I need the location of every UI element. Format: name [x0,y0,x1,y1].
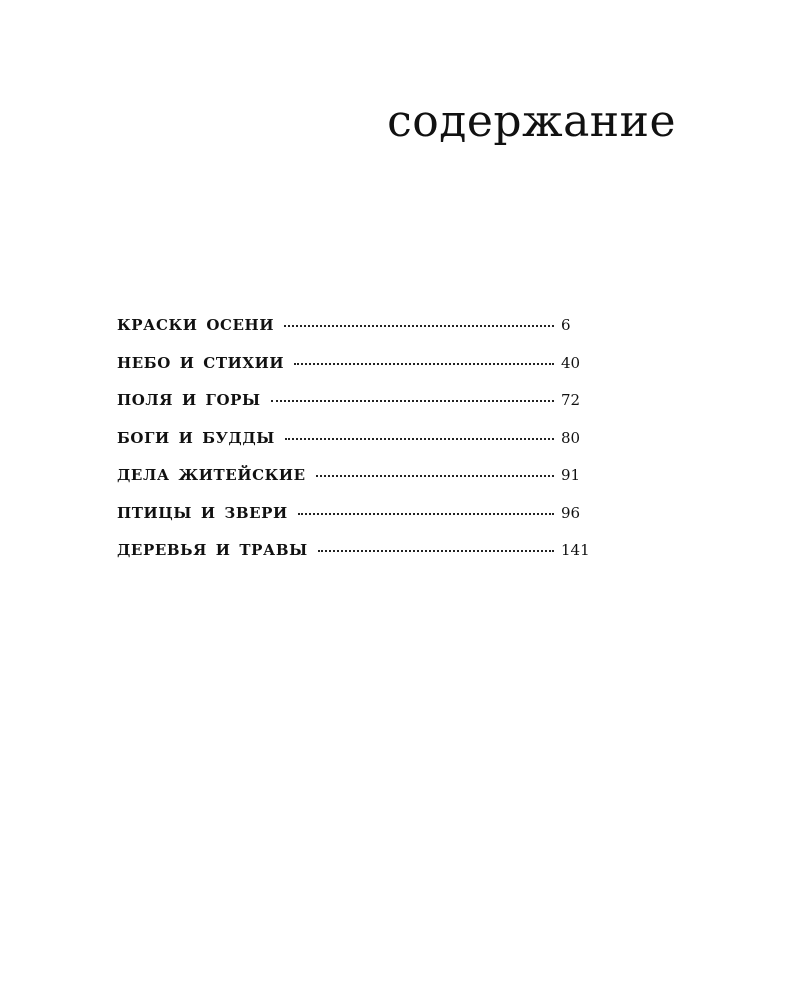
toc-entry-page: 91 [561,466,581,484]
toc-entry-title: ПОЛЯ И ГОРЫ [117,391,261,409]
dot-leader [271,400,554,402]
dot-leader [285,438,554,440]
toc-entry[interactable] [117,429,597,467]
dot-leader [316,475,554,477]
toc-entry-title: НЕБО И СТИХИИ [117,353,285,372]
dot-leader [284,325,554,327]
toc-entry-title: ДЕЛА ЖИТЕЙСКИЕ [117,466,306,484]
toc-entry-page: 96 [561,503,581,522]
toc-entry-page: 72 [561,391,581,409]
toc-entry-page: 141 [561,541,590,559]
dot-leader [318,550,554,552]
toc-entry-title: БОГИ И БУДДЫ [117,428,275,447]
dot-leader [294,363,554,365]
table-of-contents [117,316,597,579]
toc-entry-title: ПТИЦЫ И ЗВЕРИ [117,503,288,522]
toc-entry-title: ДЕРЕВЬЯ И ТРАВЫ [117,541,308,559]
toc-entry-page: 40 [561,353,581,372]
toc-entry-title: КРАСКИ ОСЕНИ [117,316,275,334]
toc-entry-page: 6 [561,316,571,334]
toc-entry[interactable] [117,391,597,429]
toc-entry[interactable] [117,354,597,392]
toc-entry-page: 80 [561,428,581,447]
toc-entry[interactable] [117,541,597,579]
toc-entry[interactable] [117,504,597,542]
page-title: содержание [387,96,676,147]
toc-entry[interactable] [117,316,597,354]
dot-leader [298,513,554,515]
toc-entry[interactable] [117,466,597,504]
